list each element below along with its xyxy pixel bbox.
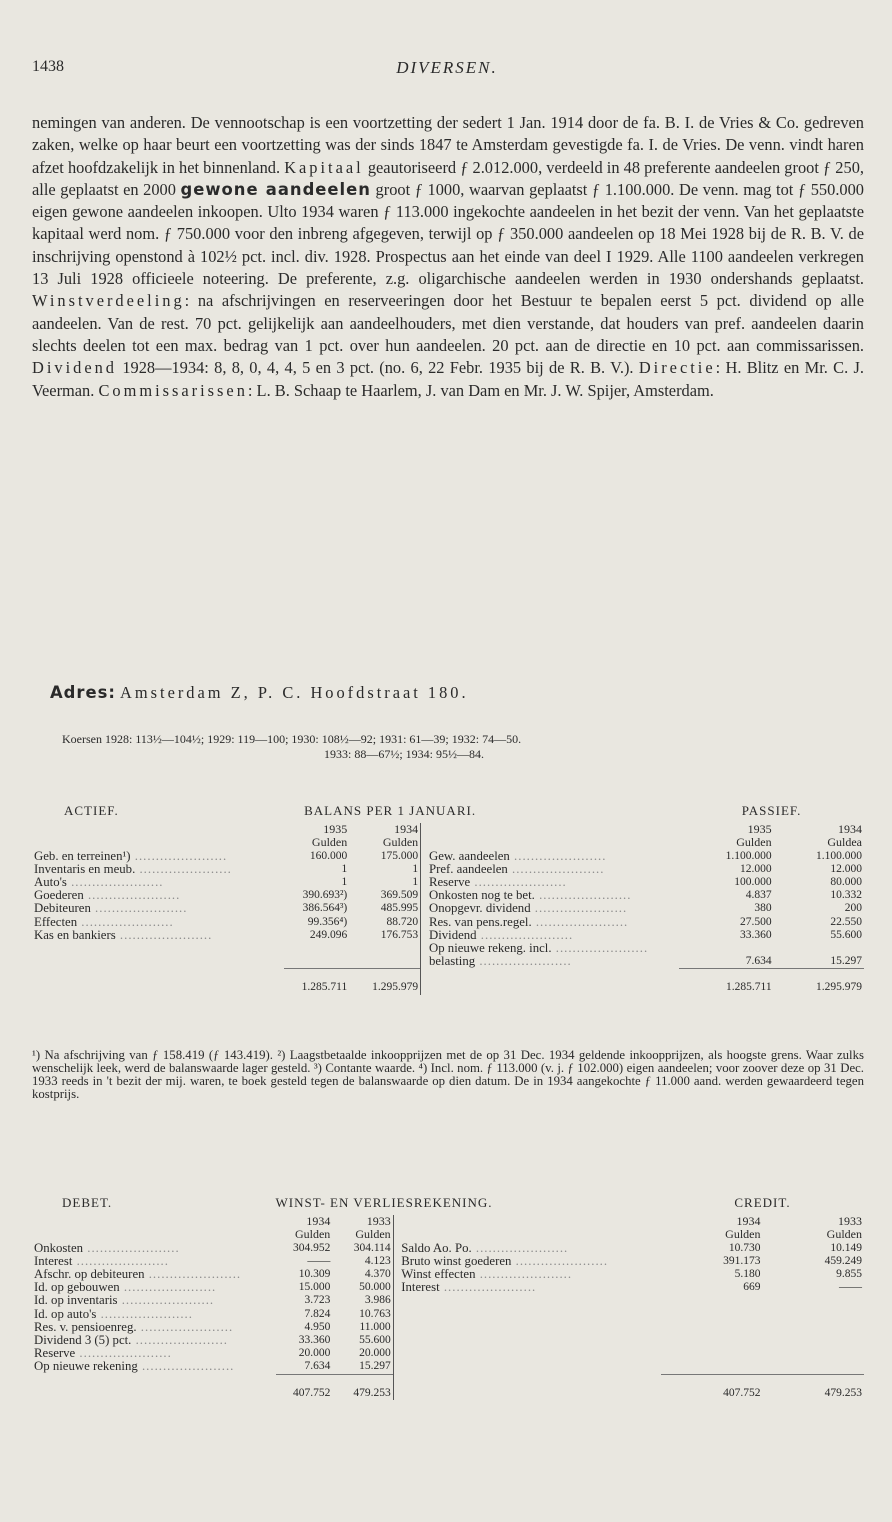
pl-left-value: 7.634	[304, 1360, 331, 1373]
balance-year-1934-right: 1934	[838, 822, 862, 837]
leader-dots: ......................	[75, 1347, 172, 1361]
leader-dots: ......................	[72, 1254, 169, 1268]
unit-label: Gulden	[826, 1227, 862, 1242]
pl-left-label: Reserve	[34, 1347, 76, 1361]
heading-kapitaal: Kapitaal	[284, 157, 364, 177]
balance-title-row	[32, 804, 864, 823]
balance-left-label: Goederen	[34, 889, 84, 903]
pl-row	[32, 1281, 864, 1294]
pl-left-label: Id. op inventaris	[34, 1294, 118, 1308]
unit-label: Guldea	[827, 835, 862, 850]
pl-right-value	[661, 1321, 762, 1334]
pl-right-label-cell	[399, 1308, 661, 1321]
pl-left-value: 15.297	[359, 1360, 391, 1373]
body-segment: : L. B. Schaap te Haarlem, J. van Dam en Mr. J. W. Spijer, Amsterdam.	[247, 380, 714, 400]
balance-right-label: Onopgevr. dividend	[428, 902, 531, 916]
balance-right-value: 380	[754, 902, 772, 915]
balance-left-value: 369.509	[380, 889, 419, 902]
balance-left-value: 390.693²)	[302, 889, 348, 902]
leader-dots: ......................	[511, 1254, 609, 1268]
footnotes-text: ¹) Na afschrijving van ƒ 158.419 (ƒ 143.419). ²) Laagstbetaalde inkoopprijzen met de op 31 Dec. 1934 geldende inkoopprijzen, als hoogste grens. Waar zulks wenschelijk leek, werd de balanswaarde lager gesteld. ³) Contante waarde. ⁴) Incl. nom. ƒ 113.000 (v. j. ƒ 102.000) eigen aandeelen; voor zoover deze op 31 Dec. 1933 reeds in 't bezit der mij. waren, te boek gesteld tegen de balanswaarde op dien datum. De in 1934 aangekochte ƒ 11.000 aand. werden gewaardeerd tegen kostprijs.	[32, 1048, 864, 1101]
balance-right-value: 4.837	[745, 889, 772, 902]
balance-row	[32, 850, 864, 863]
leader-dots: ......................	[476, 928, 574, 942]
balance-right-title: PASSIEF.	[741, 803, 802, 818]
balance-right-label: Op nieuwe rekeng. incl.	[428, 942, 552, 956]
heading-directie: Directie	[638, 358, 716, 378]
balance-left-label-cell	[32, 863, 284, 876]
balance-right-value: 27.500	[739, 915, 772, 928]
balance-right-value: 22.550	[830, 915, 862, 928]
page-header	[32, 58, 862, 84]
balance-left-value: 1	[341, 862, 348, 875]
leader-dots: ......................	[470, 876, 567, 890]
pl-left-value: 15.000	[298, 1281, 331, 1294]
pl-left-value: 11.000	[359, 1320, 391, 1333]
pl-right-value	[762, 1360, 864, 1374]
balance-year-1934: 1934	[394, 822, 419, 837]
pl-right-value: 10.730	[728, 1241, 761, 1254]
balance-footnotes	[32, 1049, 864, 1101]
balance-right-value: 200	[844, 902, 862, 915]
balance-left-label-cell	[32, 955, 284, 969]
leader-dots: ......................	[136, 1320, 234, 1334]
balance-left-value	[349, 942, 420, 955]
balance-right-label-cell	[427, 889, 679, 902]
pl-right-value	[661, 1360, 762, 1374]
leader-dots: ......................	[77, 915, 174, 929]
price-history-line-2: 1933: 88—67½; 1934: 95½—84.	[324, 747, 485, 761]
balance-left-label: Geb. en terreinen¹)	[34, 849, 131, 863]
pl-left-value: 20.000	[359, 1347, 391, 1360]
pl-row	[32, 1347, 864, 1360]
pl-right-label-cell	[399, 1255, 661, 1268]
pl-right-label: Winst effecten	[401, 1268, 476, 1282]
pl-right-title: CREDIT.	[734, 1195, 791, 1210]
pl-right-label-cell	[399, 1347, 661, 1360]
leader-dots: ......................	[534, 889, 632, 903]
balance-right-value: 7.634	[745, 955, 772, 968]
balance-row	[32, 889, 864, 902]
pl-left-title: DEBET.	[62, 1195, 113, 1210]
profit-loss-account	[32, 1196, 864, 1400]
balance-right-label-cell	[427, 929, 679, 942]
pl-left-value: 10.309	[298, 1268, 331, 1281]
balance-right-label-cell	[427, 863, 679, 876]
price-history-line-1: Koersen 1928: 113½—104½; 1929: 119—100; 1930: 108½—92; 1931: 61—39; 1932: 74—50.	[62, 732, 522, 746]
balance-row	[32, 929, 864, 942]
pl-left-value: ——	[307, 1254, 331, 1267]
pl-left-value: 10.763	[359, 1307, 391, 1320]
balance-left-value: 160.000	[309, 849, 348, 862]
balance-left-value	[349, 955, 420, 969]
balance-sheet	[32, 804, 864, 995]
pl-total-left-1934: 407.752	[276, 1374, 333, 1400]
body-segment: groot ƒ 1000, waarvan geplaatst ƒ 1.100.000. De venn. mag tot ƒ 550.000 eigen gewone aandeelen inkoopen. Ulto 1934 waren ƒ 113.000 ingekochte aandeelen in het bezit der venn. Van het geplaatste kapitaal werd nom. ƒ 750.000 voor den inbreng afgegeven, terwijl op ƒ 350.000 aandeelen op 18 Mei 1928 bij de R. B. V. de inschrijving openstond à 102½ pct. incl. div. 1928. Prospectus aan het einde van deel I 1929. Alle 1100 aandeelen verkregen 13 Juli 1928 officieele noteering. De preferente, z.g. oligarchische aandeelen werden in 1930 ondershands geplaatst.	[32, 179, 865, 289]
balance-right-value	[774, 942, 864, 955]
pl-total-right-1933: 479.253	[762, 1374, 864, 1400]
balance-right-label: belasting	[428, 955, 476, 969]
leader-dots: ......................	[130, 849, 228, 863]
balance-left-label: Debiteuren	[34, 902, 91, 916]
pl-right-value: 669	[743, 1281, 761, 1294]
balance-row	[32, 902, 864, 915]
balance-row	[32, 942, 864, 955]
balance-left-label-cell	[32, 902, 284, 915]
pl-right-value	[661, 1334, 762, 1347]
balance-left-label: Kas en bankiers	[34, 928, 116, 942]
balance-year-1935-right: 1935	[747, 822, 772, 837]
pl-row	[32, 1268, 864, 1281]
unit-label: Gulden	[382, 835, 419, 850]
balance-left-value: 249.096	[309, 928, 348, 941]
pl-left-value: 7.824	[304, 1307, 331, 1320]
pl-left-label: Afschr. op debiteuren	[34, 1268, 145, 1282]
balance-totals-row	[32, 969, 864, 995]
balance-row	[32, 876, 864, 889]
pl-right-value: 391.173	[723, 1254, 761, 1267]
pl-total-right-1934: 407.752	[661, 1374, 762, 1400]
pl-row	[32, 1334, 864, 1347]
balance-right-value: 15.297	[830, 955, 862, 968]
pl-row	[32, 1255, 864, 1268]
pl-left-label-cell	[32, 1321, 276, 1334]
leader-dots: ......................	[83, 1241, 180, 1255]
balance-right-label: Dividend	[428, 928, 477, 942]
balance-right-value: 12.000	[830, 862, 862, 875]
balance-right-value: 12.000	[739, 862, 772, 875]
heading-winstverdeeling: Winstverdeeling	[32, 291, 185, 311]
pl-right-value	[762, 1294, 864, 1307]
balance-total-right-1934: 1.295.979	[774, 969, 864, 995]
pl-left-label: Id. op gebouwen	[34, 1281, 120, 1295]
balance-total-right-1935: 1.285.711	[679, 969, 774, 995]
balance-left-value: 485.995	[380, 902, 419, 915]
address-value: Amsterdam Z, P. C. Hoofdstraat 180.	[120, 683, 469, 702]
balance-left-value: 99.356⁴)	[307, 915, 348, 928]
balance-total-left-1934: 1.295.979	[349, 969, 420, 995]
pl-left-value: 20.000	[298, 1347, 331, 1360]
pl-totals-row	[32, 1374, 864, 1400]
pl-right-value	[661, 1347, 762, 1360]
pl-right-label-cell	[399, 1294, 661, 1307]
balance-left-label-cell	[32, 916, 284, 929]
leader-dots: ......................	[471, 1241, 569, 1255]
pl-year-1933-right: 1933	[838, 1214, 862, 1229]
pl-right-value	[661, 1308, 762, 1321]
unit-label: Gulden	[311, 835, 348, 850]
unit-label: Gulden	[736, 835, 772, 850]
pl-right-value: 10.149	[830, 1241, 862, 1254]
balance-left-label-cell	[32, 876, 284, 889]
balance-total-left-1935: 1.285.711	[284, 969, 349, 995]
balance-row	[32, 863, 864, 876]
balance-left-value	[284, 955, 349, 969]
balance-left-label-cell	[32, 942, 284, 955]
pl-left-label: Res. v. pensioenreg.	[34, 1320, 137, 1334]
pl-left-value: 50.000	[359, 1281, 391, 1294]
pl-left-value: 55.600	[359, 1334, 391, 1347]
pl-left-label-cell	[32, 1360, 276, 1374]
pl-left-label-cell	[32, 1308, 276, 1321]
balance-right-label-cell	[427, 916, 679, 929]
body-segment: geautoriseerd ƒ 2.012.000, verdeeld in 48 preferente aandeelen groot ƒ 250, alle geplaatst en 2000	[32, 157, 864, 199]
balance-center-title: BALANS PER 1 JANUARI.	[304, 803, 477, 818]
body-segment: : na afschrijvingen en reserveeringen door het Bestuur te bepalen eerst 5 pct. dividend op alle aandeelen. Van de rest. 70 pct. gelijkelijk aan aandeelhouders, met dien verstande, dat houders van pref. aandeelen daarin slechts deelen tot een max. bedrag van 1 pct. over hun aandeelen. 20 pct. aan de directie en 10 pct. aan commissarissen.	[32, 291, 864, 355]
pl-unit-row	[32, 1228, 864, 1241]
balance-left-label: Inventaris en meub.	[34, 862, 136, 876]
leader-dots: ......................	[509, 849, 607, 863]
leader-dots: ......................	[90, 902, 188, 916]
pl-right-value	[661, 1294, 762, 1307]
balance-right-value: 55.600	[830, 928, 862, 941]
pl-left-label-cell	[32, 1347, 276, 1360]
pl-rows	[32, 1242, 864, 1375]
balance-unit-row	[32, 836, 864, 849]
pl-right-value	[762, 1347, 864, 1360]
unit-label: Gulden	[355, 1227, 391, 1242]
pl-right-label: Saldo Ao. Po.	[401, 1241, 472, 1255]
pl-title-row	[32, 1196, 864, 1215]
leader-dots: ......................	[83, 889, 181, 903]
balance-right-label-cell	[427, 850, 679, 863]
heading-dividend: Dividend	[32, 358, 118, 378]
leader-dots: ......................	[531, 915, 629, 929]
balance-left-value: 1	[412, 862, 419, 875]
balance-left-value: 176.753	[380, 928, 419, 941]
leader-dots: ......................	[530, 902, 628, 916]
pl-row	[32, 1308, 864, 1321]
pl-right-value	[762, 1321, 864, 1334]
balance-right-label: Pref. aandeelen	[428, 862, 508, 876]
pl-left-value: 4.370	[364, 1268, 391, 1281]
pl-left-label-cell	[32, 1255, 276, 1268]
bold-gewone-aandeelen: gewone aandeelen	[180, 179, 371, 199]
balance-right-label-cell	[427, 955, 679, 969]
leader-dots: ......................	[115, 928, 213, 942]
balance-right-value	[679, 942, 774, 955]
balance-left-value: 1	[412, 876, 419, 889]
address-label: Adres:	[50, 683, 116, 702]
balance-right-label: Res. van pens.regel.	[428, 915, 532, 929]
pl-year-1933: 1933	[366, 1214, 391, 1229]
body-segment: : H. Blitz en Mr. C. J. Veerman.	[32, 358, 864, 400]
page-number: 1438	[32, 58, 64, 75]
pl-left-label-cell	[32, 1268, 276, 1281]
pl-right-label: Interest	[401, 1281, 440, 1295]
pl-right-value: 459.249	[824, 1254, 862, 1267]
balance-right-label-cell	[427, 942, 679, 955]
pl-right-label-cell	[399, 1360, 661, 1374]
pl-right-value: ——	[839, 1281, 862, 1294]
balance-right-value: 80.000	[830, 876, 862, 889]
pl-right-label-cell	[399, 1321, 661, 1334]
leader-dots: ......................	[117, 1294, 215, 1308]
balance-year-1935: 1935	[323, 822, 348, 837]
heading-commissarissen: Commissarissen	[98, 380, 248, 400]
pl-left-label: Id. op auto's	[34, 1307, 97, 1321]
pl-right-label-cell	[399, 1281, 661, 1294]
pl-left-value: 33.360	[298, 1334, 331, 1347]
pl-row	[32, 1294, 864, 1307]
balance-right-label-cell	[427, 902, 679, 915]
pl-left-label-cell	[32, 1294, 276, 1307]
company-description	[32, 112, 864, 402]
balance-left-value: 175.000	[380, 849, 419, 862]
pl-left-label-cell	[32, 1334, 276, 1347]
balance-right-value: 1.100.000	[816, 849, 862, 862]
pl-left-value: 4.950	[304, 1320, 331, 1333]
pl-right-label: Bruto winst goederen	[401, 1254, 512, 1268]
leader-dots: ......................	[475, 1268, 573, 1282]
pl-left-value: 3.986	[364, 1294, 391, 1307]
address-line	[50, 683, 469, 703]
balance-left-label-cell	[32, 889, 284, 902]
leader-dots: ......................	[439, 1281, 537, 1295]
leader-dots: ......................	[551, 942, 649, 956]
balance-right-value: 100.000	[734, 876, 772, 889]
balance-right-value: 33.360	[739, 928, 772, 941]
balance-left-value: 386.564³)	[302, 902, 348, 915]
running-title: DIVERSEN.	[396, 58, 498, 77]
balance-left-label: Auto's	[34, 876, 67, 890]
leader-dots: ......................	[137, 1360, 235, 1374]
unit-label: Gulden	[294, 1227, 331, 1242]
body-segment: nemingen van anderen. De vennootschap is een voortzetting der sedert 1 Jan. 1914 door de fa. B. I. de Vries & Co. gedreven zaken, welke op haar beurt een voortzetting was der sinds 1847 te Amsterdam gevestigde fa. I. de Vries. De venn. vindt haren afzet hoofdzakelijk in het binnenland.	[32, 113, 864, 177]
pl-left-value: 4.123	[364, 1254, 391, 1267]
balance-left-value: 88.720	[386, 915, 419, 928]
balance-right-label: Gew. aandeelen	[428, 849, 510, 863]
pl-right-value: 5.180	[734, 1268, 761, 1281]
unit-label: Gulden	[725, 1227, 761, 1242]
balance-row	[32, 916, 864, 929]
pl-center-title: WINST- EN VERLIESREKENING.	[275, 1195, 493, 1210]
pl-left-label-cell	[32, 1242, 276, 1255]
pl-right-value: 9.855	[836, 1268, 862, 1281]
pl-left-value: 3.723	[304, 1294, 331, 1307]
balance-rows	[32, 850, 864, 969]
pl-left-label: Dividend 3 (5) pct.	[34, 1334, 132, 1348]
pl-left-label: Onkosten	[34, 1241, 84, 1255]
balance-right-value: 10.332	[830, 889, 862, 902]
leader-dots: ......................	[475, 955, 572, 969]
price-history	[62, 732, 842, 762]
pl-row	[32, 1321, 864, 1334]
leader-dots: ......................	[119, 1281, 217, 1295]
leader-dots: ......................	[135, 862, 232, 876]
leader-dots: ......................	[96, 1307, 193, 1321]
pl-right-value	[762, 1308, 864, 1321]
pl-left-value: 304.114	[353, 1241, 391, 1254]
balance-left-label-cell	[32, 850, 284, 863]
balance-row	[32, 955, 864, 969]
pl-left-value: 304.952	[292, 1241, 331, 1254]
pl-left-label: Op nieuwe rekening	[34, 1360, 138, 1374]
leader-dots: ......................	[131, 1334, 228, 1348]
pl-right-label-cell	[399, 1242, 661, 1255]
pl-left-label-cell	[32, 1281, 276, 1294]
balance-left-value	[284, 942, 349, 955]
leader-dots: ......................	[144, 1268, 242, 1282]
balance-left-value: 1	[341, 876, 348, 889]
balance-left-label-cell	[32, 929, 284, 942]
balance-left-title: ACTIEF.	[64, 803, 119, 818]
balance-right-label: Onkosten nog te bet.	[428, 889, 535, 903]
leader-dots: ......................	[66, 876, 164, 890]
pl-right-label-cell	[399, 1334, 661, 1347]
body-segment: 1928—1934: 8, 8, 0, 4, 4, 5 en 3 pct. (no. 6, 22 Febr. 1935 bij de R. B. V.).	[117, 358, 639, 378]
balance-right-label: Reserve	[428, 876, 471, 890]
pl-row	[32, 1242, 864, 1255]
pl-right-value	[762, 1334, 864, 1347]
leader-dots: ......................	[507, 862, 605, 876]
pl-left-label: Interest	[34, 1254, 73, 1268]
balance-right-value: 1.100.000	[725, 849, 772, 862]
pl-right-label-cell	[399, 1268, 661, 1281]
balance-right-label-cell	[427, 876, 679, 889]
pl-year-1934-right: 1934	[736, 1214, 761, 1229]
pl-year-1934: 1934	[306, 1214, 331, 1229]
pl-total-left-1933: 479.253	[332, 1374, 393, 1400]
pl-row	[32, 1360, 864, 1374]
balance-left-label: Effecten	[34, 915, 78, 929]
